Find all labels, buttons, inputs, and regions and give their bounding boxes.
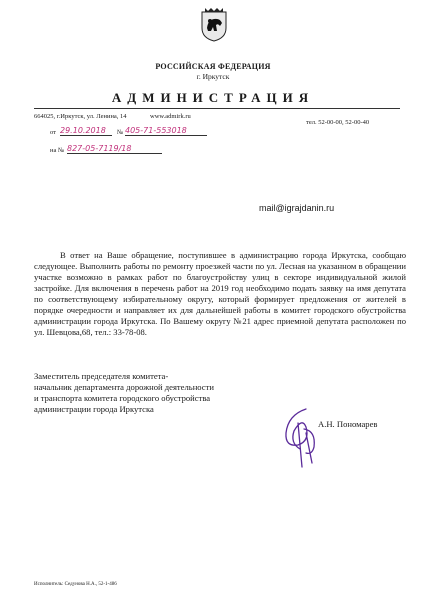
signatory-line: администрации города Иркутска xyxy=(34,404,154,414)
header-divider xyxy=(34,108,400,109)
registration-date: 29.10.2018 xyxy=(60,126,112,136)
registration-number: 405-71-553018 xyxy=(125,126,207,136)
number-label: № xyxy=(117,129,124,136)
city-title: г. Иркутск xyxy=(196,72,230,81)
recipient-email: mail@igrajdanin.ru xyxy=(259,203,335,213)
coat-of-arms-icon xyxy=(200,6,228,42)
signatory-line: и транспорта комитета городского обустройства xyxy=(34,393,211,403)
signatory-line: начальник департамента дорожной деятельности xyxy=(34,382,214,392)
org-website: www.admirk.ru xyxy=(150,113,191,120)
reference-label: на № xyxy=(50,147,65,154)
org-address: 664025, г.Иркутск, ул. Ленина, 14 xyxy=(34,113,127,120)
body-paragraph: В ответ на Ваше обращение, поступившее в администрацию города Иркутска, сообщаю следующее. Выполнить работы по ремонту проезжей части по ул. Лесная на указанном в обращении участке возможно в рамках работ по благоустройству улиц в секторе индивидуальной жилой застройке. Для включения в перечень работ на 2019 год необходимо подать заявку на имя депутата по соответствующему избирательному округу, который формирует предложения от жителей в порядке очередности и направляет их для дальнейшей работы в комитет городского обустройства администрации города Иркутска. По Вашему округу №21 адрес приемной депутата расположен по ул. Шевцова,68, тел.: 33-78-08. xyxy=(34,250,406,337)
org-phones: тел. 52-00-00, 52-00-40 xyxy=(306,119,370,126)
signatory-title xyxy=(34,371,214,415)
executor-note: Исполнитель: Седунова Н.А., 52-1-486 xyxy=(34,582,117,587)
signatory-line: Заместитель председателя комитета- xyxy=(34,371,169,381)
country-title: РОССИЙСКАЯ ФЕДЕРАЦИЯ xyxy=(155,62,271,71)
date-label: от xyxy=(50,129,57,136)
organization-title: АДМИНИСТРАЦИЯ xyxy=(111,90,315,105)
handwritten-signature xyxy=(276,403,322,473)
signatory-name: А.Н. Пономарев xyxy=(318,419,378,429)
reference-number: 827-05-7119/18 xyxy=(67,144,162,154)
letter-body xyxy=(34,250,406,338)
